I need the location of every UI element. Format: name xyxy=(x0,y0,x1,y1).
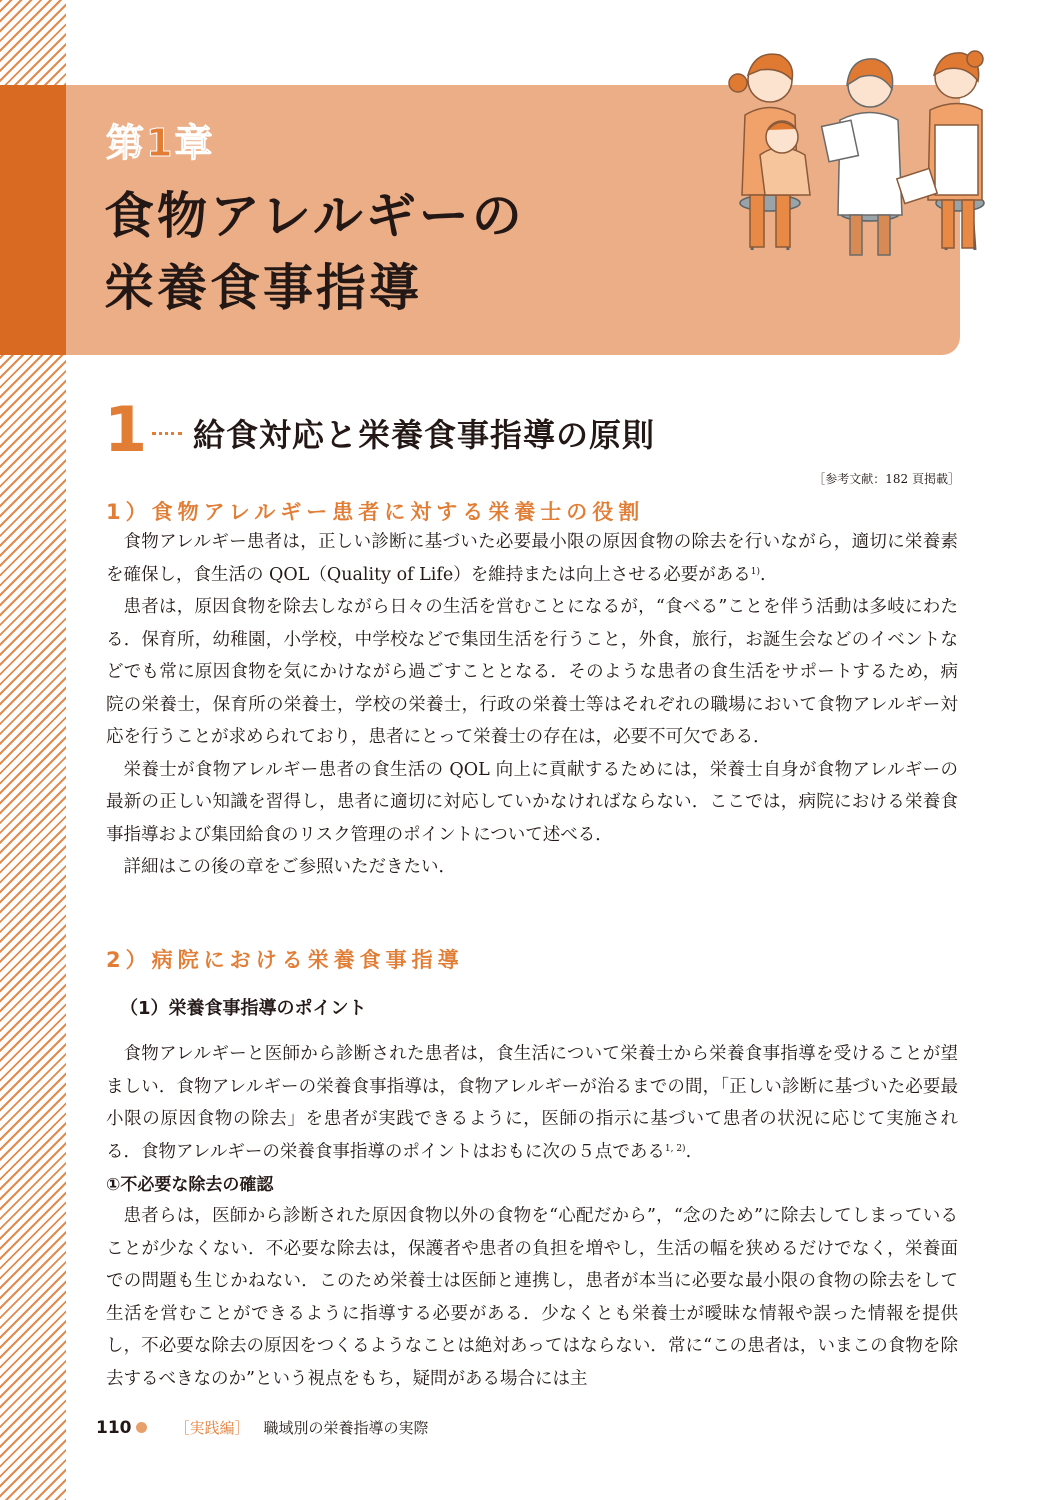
chapter-label: 第1章 xyxy=(106,121,215,165)
paragraph-end: . xyxy=(685,1141,692,1162)
page-number: 110 xyxy=(96,1417,132,1438)
paragraph: 患者らは，医師から診断された原因食物以外の食物を“心配だから”，“念のため”に除去してしまっていることが少なくない．不必要な除去は，保護者や患者の負担を増やし，生活の幅を狭めるだけでなく，栄養面での問題も生じかねない．このため栄養士は医師と連携し，患者が本当に必要な最小限の食物の除去をして生活を営むことができるように指導する必要がある．少なくとも栄養士が曖昧な情報や誤った情報を提供し，不必要な除去の原因をつくるようなことは絶対あってはならない．常に“この患者は，いまこの食物を除去するべきなのか”という視点をもち，疑問がある場合には主 xyxy=(106,1206,958,1389)
section-dots xyxy=(152,432,182,435)
paragraph: 詳細はこの後の章をご参照いただきたい． xyxy=(123,857,456,877)
point-heading: （1）栄養食事指導のポイント xyxy=(120,998,367,1019)
paragraph: 栄養士が食物アレルギー患者の食生活の QOL 向上に貢献するためには，栄養士自身が食物アレルギーの最新の正しい知識を習得し，患者に適切に対応していかなければならない．ここでは，病院における栄養食事指導および集団給食のリスク管理のポイントについて述べる． xyxy=(106,759,958,845)
subsection1-heading: 1）食物アレルギー患者に対する栄養士の役割 xyxy=(106,500,645,524)
citation: 1) xyxy=(750,566,760,577)
item-heading: ①不必要な除去の確認 xyxy=(106,1175,274,1195)
chapter-tab xyxy=(0,85,66,355)
citation: 1, 2) xyxy=(664,1143,686,1154)
paragraph-text: 食物アレルギー患者は，正しい診断に基づいた必要最小限の原因食物の除去を行いながら，適切に栄養素を確保し，食生活の QOL（Quality of Life）を維持または向上させる必要がある xyxy=(106,532,958,585)
section-number: 1 xyxy=(104,393,148,466)
nutrition-consultation-illustration xyxy=(720,45,985,260)
page-footer xyxy=(96,1417,429,1438)
reference-note: ［参考文献：182 頁掲載］ xyxy=(813,472,960,486)
subsection2-body-1 xyxy=(106,1038,958,1168)
subsection1-body xyxy=(106,526,958,884)
paragraph xyxy=(106,526,958,591)
footer-title: 職域別の栄養指導の実際 xyxy=(263,1419,429,1437)
footer-part-label: ［実践編］ xyxy=(174,1419,250,1437)
subsection2-body-2 xyxy=(106,1200,958,1395)
paragraph: 患者は，原因食物を除去しながら日々の生活を営むことになるが，“食べる”ことを伴う活動は多岐にわたる．保育所，幼稚園，小学校，中学校などで集団生活を行うこと，外食，旅行，お誕生会などのイベントなどでも常に原因食物を気にかけながら過ごすこととなる．そのような患者の食生活をサポートするため，病院の栄養士，保育所の栄養士，学校の栄養士，行政の栄養士等はそれぞれの職場において食物アレルギー対応を行うことが求められており，患者にとって栄養士の存在は，必要不可欠である． xyxy=(106,597,958,747)
section-title: 給食対応と栄養食事指導の原則 xyxy=(193,416,656,454)
paragraph xyxy=(106,1038,958,1168)
chapter-title-line2: 栄養食事指導 xyxy=(104,259,422,317)
footer-dot-icon xyxy=(136,1422,147,1433)
chapter-title xyxy=(104,180,525,324)
chapter-title-line1: 食物アレルギーの xyxy=(104,187,525,245)
paragraph-end: . xyxy=(759,564,766,585)
subsection2-heading: 2）病院における栄養食事指導 xyxy=(106,948,464,972)
paragraph-text: 食物アレルギーと医師から診断された患者は，食生活について栄養士から栄養食事指導を受けることが望ましい．食物アレルギーの栄養食事指導は，食物アレルギーが治るまでの間，「正しい診断に基づいた必要最小限の原因食物の除去」を患者が実践できるように，医師の指示に基づいて患者の状況に応じて実施される．食物アレルギーの栄養食事指導のポイントはおもに次の５点である xyxy=(106,1044,958,1162)
